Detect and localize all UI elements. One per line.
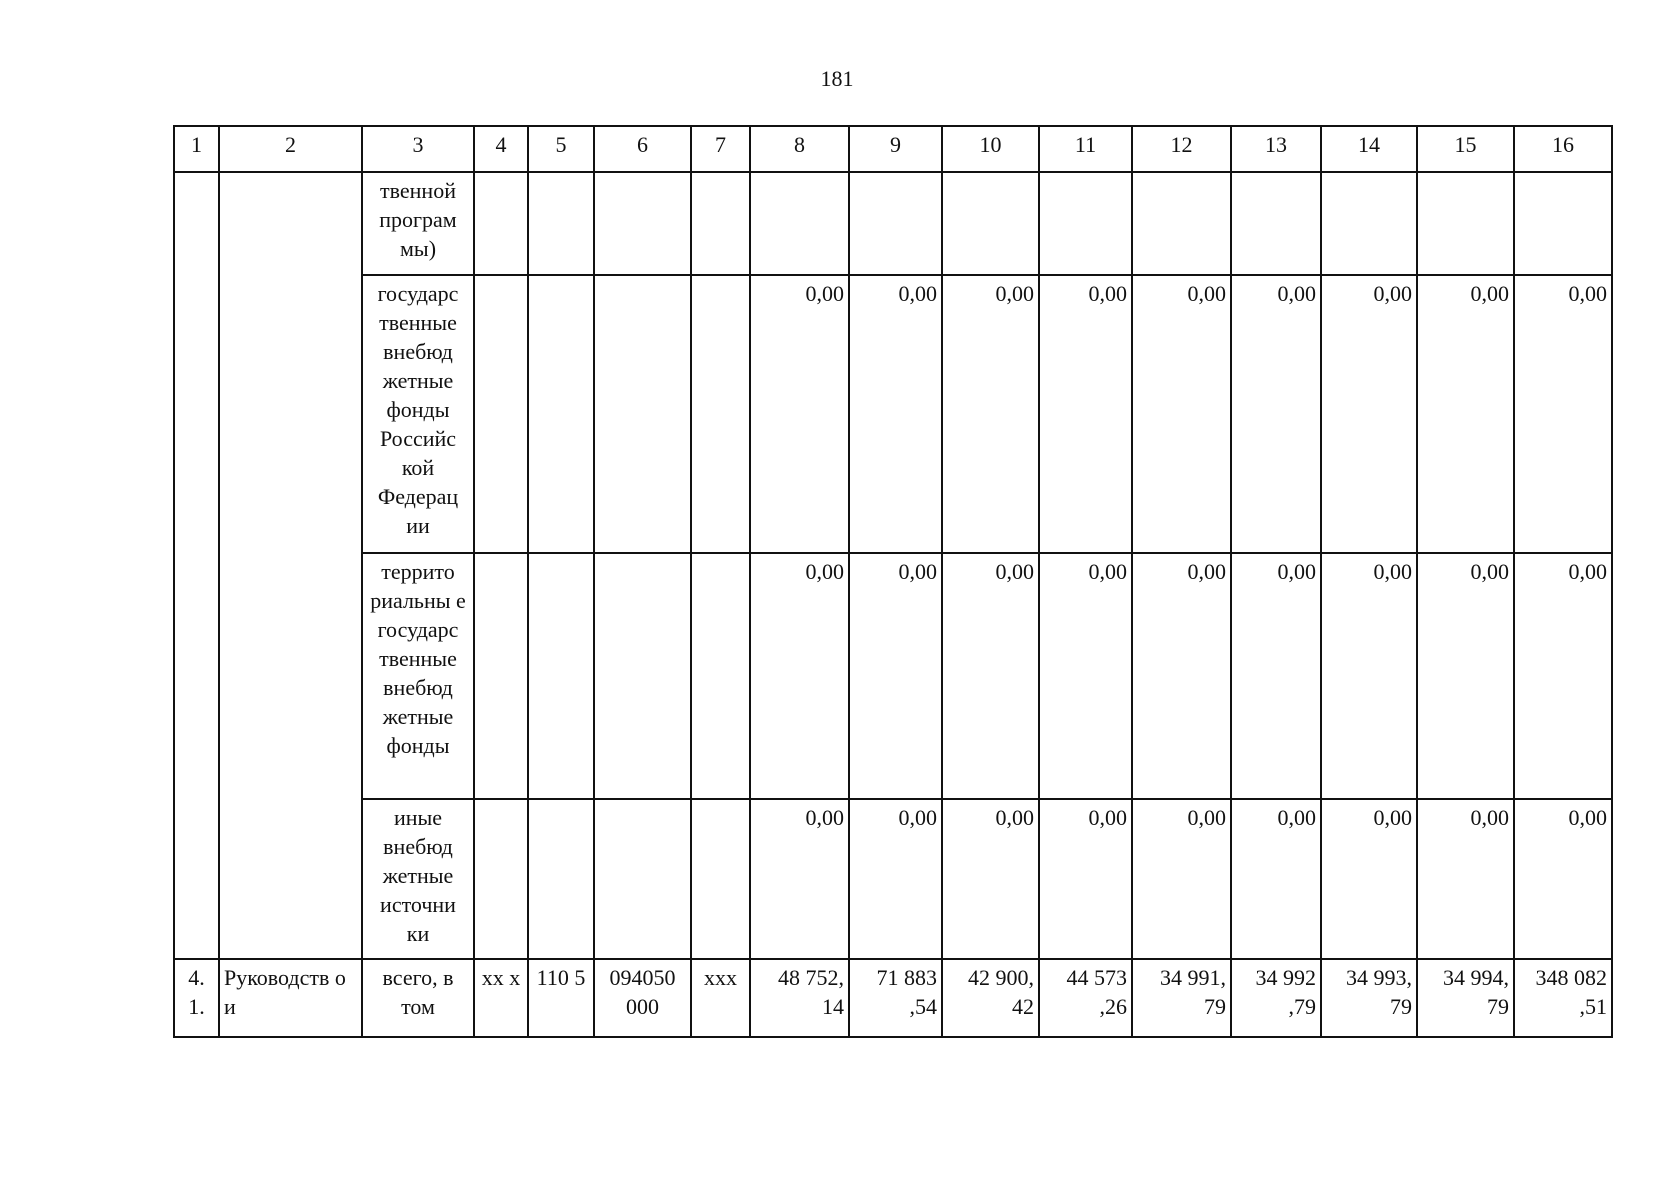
empty-cell <box>174 799 219 959</box>
value-cell: 0,00 <box>1417 553 1514 799</box>
empty-cell <box>691 275 750 553</box>
value-cell: 0,00 <box>1321 799 1417 959</box>
page-number: 181 <box>820 66 854 91</box>
value-cell: 0,00 <box>849 275 942 553</box>
item-title: Руководств о и <box>219 959 362 1037</box>
header-cell: 9 <box>849 126 942 172</box>
value-cell: 0,00 <box>1417 799 1514 959</box>
value-cell: 0,00 <box>942 799 1039 959</box>
value-cell: 0,00 <box>942 553 1039 799</box>
value-cell: 0,00 <box>849 799 942 959</box>
value-cell <box>1321 172 1417 275</box>
value-cell: 0,00 <box>1231 553 1321 799</box>
value-cell <box>750 172 849 275</box>
header-cell: 12 <box>1132 126 1231 172</box>
empty-cell <box>594 172 691 275</box>
value-cell <box>1231 172 1321 275</box>
value-cell: 34 994, 79 <box>1417 959 1514 1037</box>
header-row <box>174 126 1612 172</box>
value-cell: 34 993, 79 <box>1321 959 1417 1037</box>
value-cell: 42 900, 42 <box>942 959 1039 1037</box>
header-cell: 7 <box>691 126 750 172</box>
value-cell: 348 082 ,51 <box>1514 959 1612 1037</box>
value-cell: 34 991, 79 <box>1132 959 1231 1037</box>
empty-cell <box>594 553 691 799</box>
table-row <box>174 553 1612 799</box>
source-label: всего, в том <box>362 959 474 1037</box>
empty-cell <box>474 553 528 799</box>
table-row <box>174 959 1612 1037</box>
header-cell: 11 <box>1039 126 1132 172</box>
code-cell: ххх <box>691 959 750 1037</box>
empty-cell <box>474 275 528 553</box>
source-label: иные внебюд жетные источни ки <box>362 799 474 959</box>
value-cell: 0,00 <box>1039 799 1132 959</box>
empty-cell <box>594 799 691 959</box>
empty-cell <box>691 172 750 275</box>
budget-table <box>173 125 1613 1038</box>
empty-cell <box>691 799 750 959</box>
empty-cell <box>691 553 750 799</box>
header-cell: 2 <box>219 126 362 172</box>
value-cell: 44 573 ,26 <box>1039 959 1132 1037</box>
value-cell: 0,00 <box>1231 275 1321 553</box>
value-cell: 48 752, 14 <box>750 959 849 1037</box>
header-cell: 3 <box>362 126 474 172</box>
empty-cell <box>528 553 594 799</box>
value-cell: 0,00 <box>750 553 849 799</box>
table-row <box>174 172 1612 275</box>
value-cell: 0,00 <box>1039 275 1132 553</box>
value-cell <box>1417 172 1514 275</box>
value-cell: 0,00 <box>1132 553 1231 799</box>
value-cell: 0,00 <box>1514 275 1612 553</box>
header-cell: 4 <box>474 126 528 172</box>
value-cell: 0,00 <box>1132 275 1231 553</box>
header-cell: 6 <box>594 126 691 172</box>
value-cell <box>1514 172 1612 275</box>
value-cell: 0,00 <box>1039 553 1132 799</box>
header-cell: 1 <box>174 126 219 172</box>
code-cell: 094050 000 <box>594 959 691 1037</box>
empty-cell <box>474 172 528 275</box>
value-cell: 0,00 <box>1231 799 1321 959</box>
value-cell: 34 992 ,79 <box>1231 959 1321 1037</box>
empty-cell <box>528 799 594 959</box>
value-cell: 0,00 <box>1321 275 1417 553</box>
table-row <box>174 275 1612 553</box>
header-cell: 5 <box>528 126 594 172</box>
empty-cell <box>219 275 362 553</box>
code-cell: хх х <box>474 959 528 1037</box>
header-cell: 14 <box>1321 126 1417 172</box>
empty-cell <box>174 553 219 799</box>
header-cell: 16 <box>1514 126 1612 172</box>
value-cell: 0,00 <box>1132 799 1231 959</box>
empty-cell <box>219 799 362 959</box>
header-cell: 10 <box>942 126 1039 172</box>
table-row <box>174 799 1612 959</box>
empty-cell <box>528 275 594 553</box>
value-cell: 0,00 <box>750 275 849 553</box>
value-cell: 0,00 <box>1514 799 1612 959</box>
value-cell: 0,00 <box>1514 553 1612 799</box>
value-cell: 0,00 <box>750 799 849 959</box>
source-label: твенной програм мы) <box>362 172 474 275</box>
item-number: 4. 1. <box>174 959 219 1037</box>
source-label: террито риальны е государс твенные внебюд жетные фонды <box>362 553 474 799</box>
empty-cell <box>174 172 219 275</box>
value-cell <box>1039 172 1132 275</box>
value-cell: 0,00 <box>849 553 942 799</box>
empty-cell <box>219 172 362 275</box>
empty-cell <box>528 172 594 275</box>
header-cell: 8 <box>750 126 849 172</box>
empty-cell <box>219 553 362 799</box>
value-cell <box>849 172 942 275</box>
value-cell <box>942 172 1039 275</box>
value-cell: 0,00 <box>942 275 1039 553</box>
value-cell: 0,00 <box>1417 275 1514 553</box>
code-cell: 110 5 <box>528 959 594 1037</box>
value-cell: 0,00 <box>1321 553 1417 799</box>
empty-cell <box>474 799 528 959</box>
header-cell: 13 <box>1231 126 1321 172</box>
empty-cell <box>174 275 219 553</box>
empty-cell <box>594 275 691 553</box>
header-cell: 15 <box>1417 126 1514 172</box>
value-cell <box>1132 172 1231 275</box>
value-cell: 71 883 ,54 <box>849 959 942 1037</box>
source-label: государс твенные внебюд жетные фонды Российс кой Федерац ии <box>362 275 474 553</box>
